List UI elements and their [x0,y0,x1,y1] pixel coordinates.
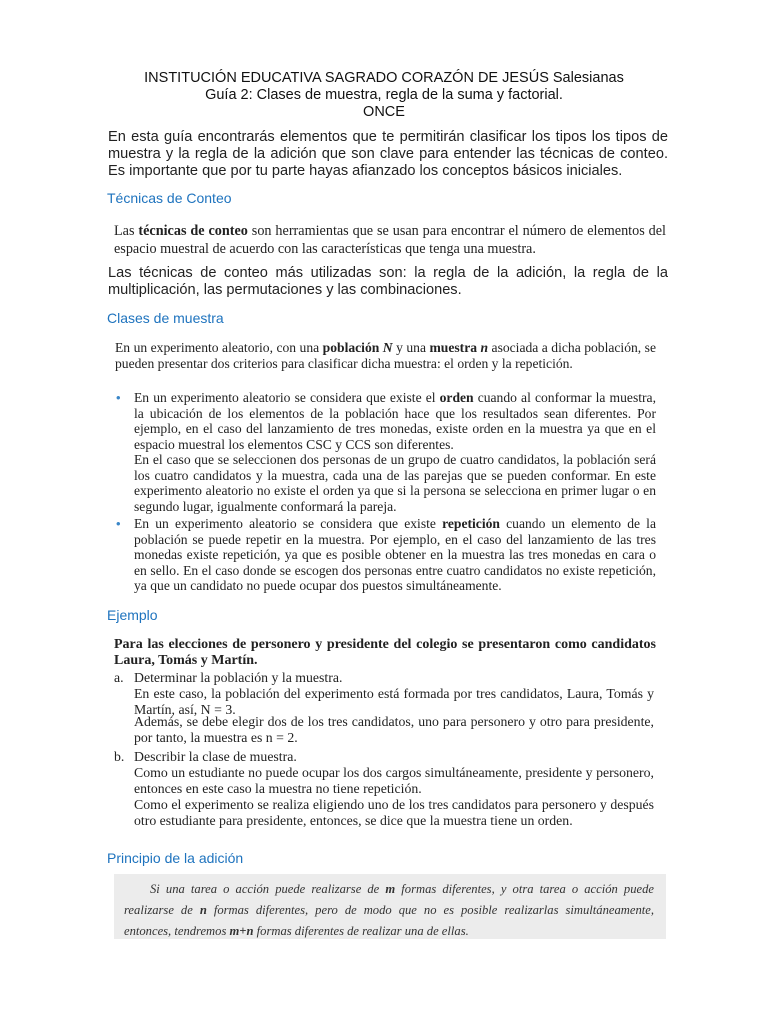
text-run: formas diferentes de realizar una de ellas. [253,924,469,938]
repeticion-paragraph [134,516,656,594]
item-label-a: a. [114,670,124,685]
clases-intro [115,340,656,371]
grade-label: ONCE [363,104,405,120]
text-run: En un experimento aleatorio se considera que existe el [134,390,440,405]
text-run: asociada a dicha población, se pueden presentar dos criterios para clasificar dicha muestra: el orden y la repetición. [115,340,656,371]
intro-paragraph: En esta guía encontrarás elementos que te permitirán clasificar los tipos los tipos de muestra y la regla de la adición que son clave para entender las técnicas de conteo. Es importante que por tu parte hayas afianzado los conceptos básicos iniciales. [108,129,668,179]
heading-tecnicas-de-conteo: Técnicas de Conteo [107,190,232,206]
orden-example-paragraph: En el caso que se seleccionen dos personas de un grupo de cuatro candidatos, la población será los cuatro candidatos y la muestra, cada una de las parejas que se pueden conformar. En este experimento aleatorio no existe el orden ya que si la persona se selecciona en primer lugar o en segundo lugar, igualmente conformará la pareja. [134,452,656,514]
var-m: m [385,882,396,896]
guide-title: Guía 2: Clases de muestra, regla de la suma y factorial. [205,87,563,103]
term-muestra: muestra [429,340,478,355]
var-n: n [480,340,489,355]
item-a-poblacion: En este caso, la población del experimento está formada por tres candidatos, Laura, Tomás y Martín, así, N = 3. [134,686,654,717]
term-poblacion: población [322,340,380,355]
text-run: En un experimento aleatorio se considera que existe [134,516,443,531]
text-run: formas diferentes, pero de modo que no es posible realizarlas simultáneamente, entonces, tendremos [124,903,654,938]
bullet-icon: • [116,516,121,531]
orden-paragraph [134,390,656,452]
item-b-orden: Como el experimento se realiza eligiendo uno de los tres candidatos para personero y después otro estudiante para presidente, entonces, se dice que la muestra tiene un orden. [134,797,654,828]
heading-clases-de-muestra: Clases de muestra [107,310,224,326]
text-run: son herramientas que se usan para encontrar el número de elementos del espacio muestral de acuerdo con las características que tenga una muestra. [114,223,666,257]
term-orden: orden [439,390,474,405]
ejemplo-statement: Para las elecciones de personero y presidente del colegio se presentaron como candidatos Laura, Tomás y Martín. [114,637,656,668]
item-b-text: Describir la clase de muestra. [134,749,297,764]
item-label-b: b. [114,749,125,764]
item-b-repeticion: Como un estudiante no puede ocupar los dos cargos simultáneamente, presidente y personero, entonces en este caso la muestra no tiene repetición. [134,765,654,796]
var-m-plus-n: m+n [229,924,254,938]
var-N: N [382,340,393,355]
document-header [0,70,768,121]
text-run: Si una tarea o acción puede realizarse de [150,882,386,896]
item-a-muestra: Además, se debe elegir dos de los tres candidatos, uno para personero y otro para presidente, por tanto, la muestra es n = 2. [134,714,654,745]
school-name: INSTITUCIÓN EDUCATIVA SAGRADO CORAZÓN DE JESÚS Salesianas [144,70,624,86]
item-a-text: Determinar la población y la muestra. [134,670,343,685]
text-run: cuando un elemento de la población se puede repetir en la muestra. Por ejemplo, en el caso del lanzamiento de las tres monedas existe repetición, ya que es posible obtener en la muestra las tres monedas en cara o en sello. En el caso donde se escogen dos personas entre cuatro candidatos no existe repetición, ya que un candidato no puede ocupar dos puestos simultáneamente. [134,516,656,593]
term-repeticion: repetición [442,516,500,531]
text-run: formas diferentes, y otra tarea o acción puede realizarse de [124,882,654,917]
bullet-icon: • [116,390,121,405]
text-run: cuando al conformar la muestra, la ubicación de los elementos de la población hace que los resultados sean diferentes. Por ejemplo, en el caso del lanzamiento de tres monedas, existe orden en la muestra ya que en el espacio muestral los elementos CSC y CCS son diferentes. [134,390,656,452]
heading-ejemplo: Ejemplo [107,607,158,623]
text-run: Las [114,223,139,239]
principle-text [124,879,654,942]
tecnicas-definition [114,222,666,258]
tecnicas-mas-utilizadas: Las técnicas de conteo más utilizadas son: la regla de la adición, la regla de la multiplicación, las permutaciones y las combinaciones. [108,265,668,298]
text-run: En un experimento aleatorio, con una [115,340,323,355]
var-n: n [199,903,207,917]
heading-principio-de-la-adicion: Principio de la adición [107,850,244,866]
term-tecnicas-de-conteo: técnicas de conteo [138,223,248,239]
principle-box [114,874,666,939]
text-run: y una [392,340,430,355]
